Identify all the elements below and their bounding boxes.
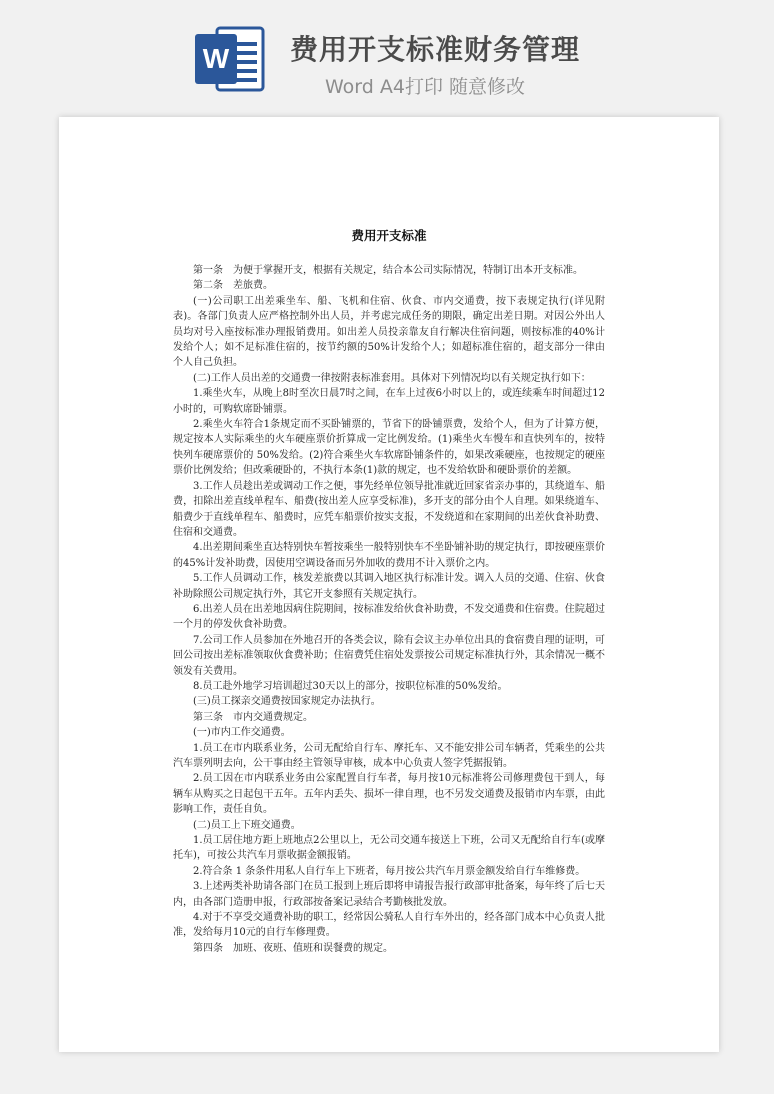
document-page xyxy=(59,117,719,1052)
word-document-icon xyxy=(193,22,265,96)
document-paragraph: (一)公司职工出差乘坐车、船、飞机和住宿、伙食、市内交通费，按下表规定执行(详见附表)。各部门负责人应严格控制外出人员，并考虑完成任务的期限，确定出差日期。对因公外出人员均对号入座按标准办理报销费用。如出差人员投亲靠友自行解决住宿问题，则按标准的40%计发给个人；如不足标准住宿的，按节约额的50%计发给个人；如超标准住宿的，超支部分一律由个人自己负担。 xyxy=(173,295,605,369)
document-paragraph: 3.上述两类补助请各部门在员工报到上班后即将申请报告报行政部审批备案，每年终了后七天内，由各部门造册申报，行政部按备案记录结合考勤核批发放。 xyxy=(173,881,605,908)
document-paragraph: (三)员工探亲交通费按国家规定办法执行。 xyxy=(193,696,381,708)
document-paragraph: 1.员工居住地方距上班地点2公里以上，无公司交通车接送上下班，公司又无配给自行车(或摩托车)，可按公共汽车月票收据金额报销。 xyxy=(173,835,605,862)
document-paragraph: 5.工作人员调动工作，核发差旅费以其调入地区执行标准计发。调入人员的交通、住宿、伙食补助除照公司规定执行外，其它开支参照有关规定执行。 xyxy=(173,573,605,600)
page-subtitle: Word A4打印 随意修改 xyxy=(325,76,526,98)
document-paragraph: 6.出差人员在出差地因病住院期间，按标准发给伙食补助费，不发交通费和住宿费。住院超过一个月的停发伙食补助费。 xyxy=(173,603,605,631)
page-header xyxy=(0,0,774,110)
document-body xyxy=(173,263,605,956)
document-paragraph: 第四条 加班、夜班、值班和误餐费的规定。 xyxy=(193,942,393,954)
document-paragraph: 4.出差期间乘坐直达特别快车暂按乘坐一般特别快车不坐卧铺补助的规定执行，即按硬座票价的45%计发补助费，因使用空调设备而另外加收的费用不计入票价之内。 xyxy=(173,542,605,569)
document-paragraph: 8.员工赴外地学习培训超过30天以上的部分，按职位标准的50%发给。 xyxy=(193,680,508,692)
document-paragraph: 1.员工在市内联系业务，公司无配给自行车、摩托车、又不能安排公司车辆者，凭乘坐的公共汽车票列明去向，公干事由经主管领导审核，成本中心负责人签字凭据报销。 xyxy=(173,742,605,769)
word-icon-letter: W xyxy=(202,43,230,74)
document-paragraph: (一)市内工作交通费。 xyxy=(193,727,291,739)
document-paragraph: (二)员工上下班交通费。 xyxy=(193,819,301,831)
document-paragraph: 2.员工因在市内联系业务由公家配置自行车者，每月按10元标准将公司修理费包干到人，每辆车从购买之日起包干五年。五年内丢失、损坏一律自理，也不另发交通费及报销市内车票，由此影响工作，责任自负。 xyxy=(173,773,605,816)
document-paragraph: (二)工作人员出差的交通费一律按附表标准套用。具体对下列情况均以有关规定执行如下： xyxy=(193,372,591,384)
page-title: 费用开支标准财务管理 xyxy=(290,33,581,66)
document-paragraph: 7.公司工作人员参加在外地召开的各类会议，除有会议主办单位出具的食宿费自理的证明，可回公司按出差标准领取伙食费补助；住宿费凭住宿处发票按公司规定标准执行外，其余情况一概不领发有关费用。 xyxy=(173,634,605,677)
document-title: 费用开支标准 xyxy=(351,228,427,243)
document-paragraph: 3.工作人员趁出差或调动工作之便，事先经单位领导批准就近回家省亲办事的，其绕道车、船费，扣除出差直线单程车、船费(按出差人应享受标准)，多开支的部分由个人自理。如果绕道车、船费少于直线单程车、船费时，应凭车船票价按实支报，不发绕道和在家期间的出差伙食补助费、住宿和交通费。 xyxy=(173,480,605,538)
document-paragraph: 第三条 市内交通费规定。 xyxy=(193,711,313,723)
document-paragraph: 4.对于不享受交通费补助的职工，经常因公骑私人自行车外出的，经各部门成本中心负责人批准，发给每月10元的自行车修理费。 xyxy=(173,912,605,939)
document-paragraph: 2.符合条 1 条条件用私人自行车上下班者，每月按公共汽车月票金额发给自行车维修费。 xyxy=(193,865,586,877)
document-paragraph: 第一条 为便于掌握开支，根据有关规定，结合本公司实际情况，特制订出本开支标准。 xyxy=(193,265,583,276)
document-paragraph: 2.乘坐火车符合1条规定而不买卧铺票的，节省下的卧铺票费，发给个人，但为了计算方便，规定按本人实际乘坐的火车硬座票价折算成一定比例发给。(1)乘坐火车慢车和直快列车的，按特快列车硬席票价的 50%发给。(2)符合乘坐火车软席卧铺条件的，如果改乘硬座，也按规定的硬座票价比例发给；但改乘硬卧的，不执行本条(1)款的规定，也不发给软卧和硬卧票价的差额。 xyxy=(173,419,605,477)
document-paragraph: 1.乘坐火车，从晚上8时至次日晨7时之间，在车上过夜6小时以上的，或连续乘车时间超过12小时的，可购软席卧铺票。 xyxy=(173,388,605,415)
document-paragraph: 第二条 差旅费。 xyxy=(193,280,273,292)
